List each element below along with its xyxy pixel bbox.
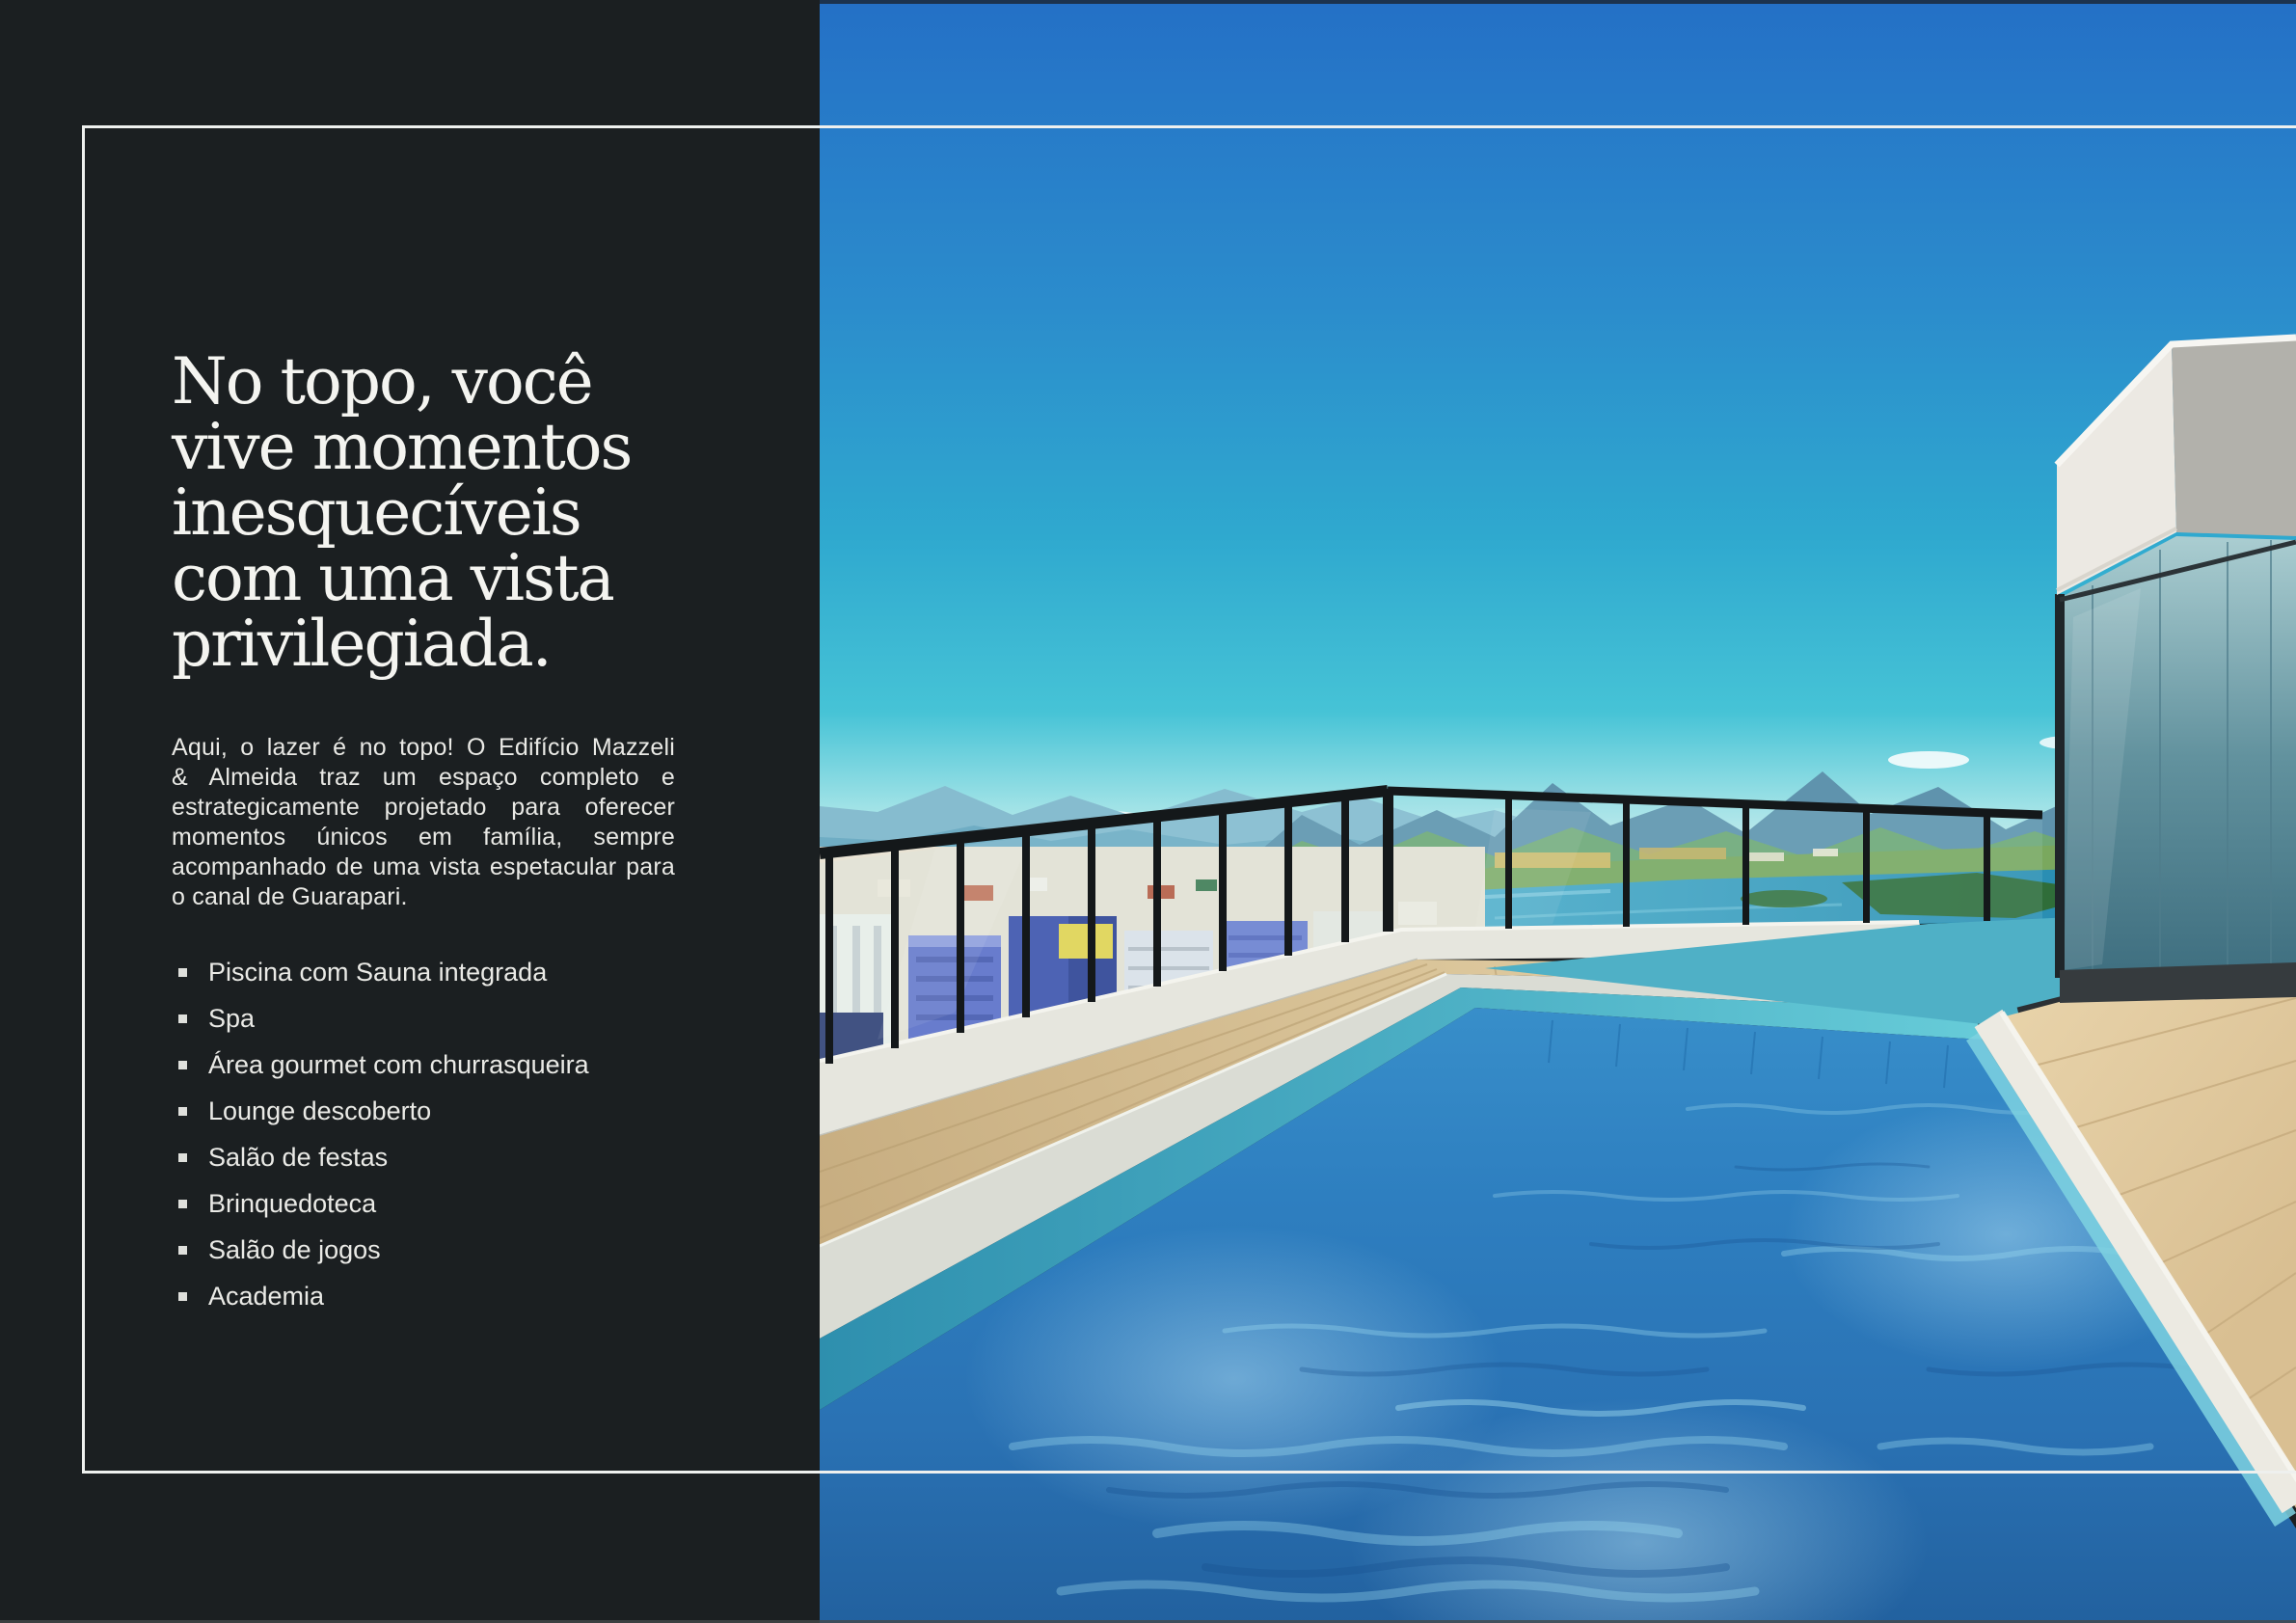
amenity-item <box>178 1041 718 1088</box>
amenity-label: Spa <box>208 1003 256 1033</box>
amenity-item <box>178 1227 718 1273</box>
intro-paragraph <box>172 733 675 912</box>
amenity-item <box>178 1273 718 1319</box>
amenity-item <box>178 1134 718 1180</box>
amenity-label: Salão de jogos <box>208 1234 381 1264</box>
bullet-square-icon <box>178 1200 187 1208</box>
amenity-label: Lounge descoberto <box>208 1096 432 1125</box>
page-title <box>172 344 770 682</box>
paragraph-line: Aqui, o lazer é no topo! O Edifício Mazzeli <box>172 734 675 761</box>
headline-line: No topo, você <box>172 344 592 419</box>
bullet-square-icon <box>178 1246 187 1255</box>
headline-line: inesquecíveis <box>172 475 581 551</box>
bullet-square-icon <box>178 1292 187 1301</box>
amenity-item <box>178 1180 718 1227</box>
amenity-item <box>178 1088 718 1134</box>
amenity-label: Área gourmet com churrasqueira <box>208 1049 589 1079</box>
bullet-square-icon <box>178 968 187 977</box>
paragraph-line: acompanhado de uma vista espetacular para <box>172 853 675 880</box>
bullet-square-icon <box>178 1153 187 1162</box>
amenities-list <box>178 949 718 1319</box>
amenity-label: Salão de festas <box>208 1142 389 1172</box>
amenity-label: Piscina com Sauna integrada <box>208 957 548 987</box>
headline-line: privilegiada. <box>172 607 551 682</box>
amenity-label: Academia <box>208 1281 325 1311</box>
rooftop-pool-photo <box>820 0 2296 1623</box>
headline-line: vive momentos <box>172 410 632 485</box>
paragraph-line: momentos únicos em família, sempre <box>172 824 675 851</box>
amenity-item <box>178 949 718 995</box>
paragraph-line: & Almeida traz um espaço completo e <box>172 764 675 791</box>
glass-structure <box>2055 338 2296 1003</box>
paragraph-line: o canal de Guarapari. <box>172 883 408 910</box>
amenity-label: Brinquedoteca <box>208 1188 377 1218</box>
paragraph-line: estrategicamente projetado para oferecer <box>172 794 675 821</box>
bullet-square-icon <box>178 1014 187 1023</box>
headline-line: com uma vista <box>172 541 613 616</box>
amenity-item <box>178 995 718 1041</box>
pool-scene <box>820 0 2296 1623</box>
text-panel <box>0 0 820 1623</box>
bullet-square-icon <box>178 1061 187 1069</box>
bullet-square-icon <box>178 1107 187 1116</box>
